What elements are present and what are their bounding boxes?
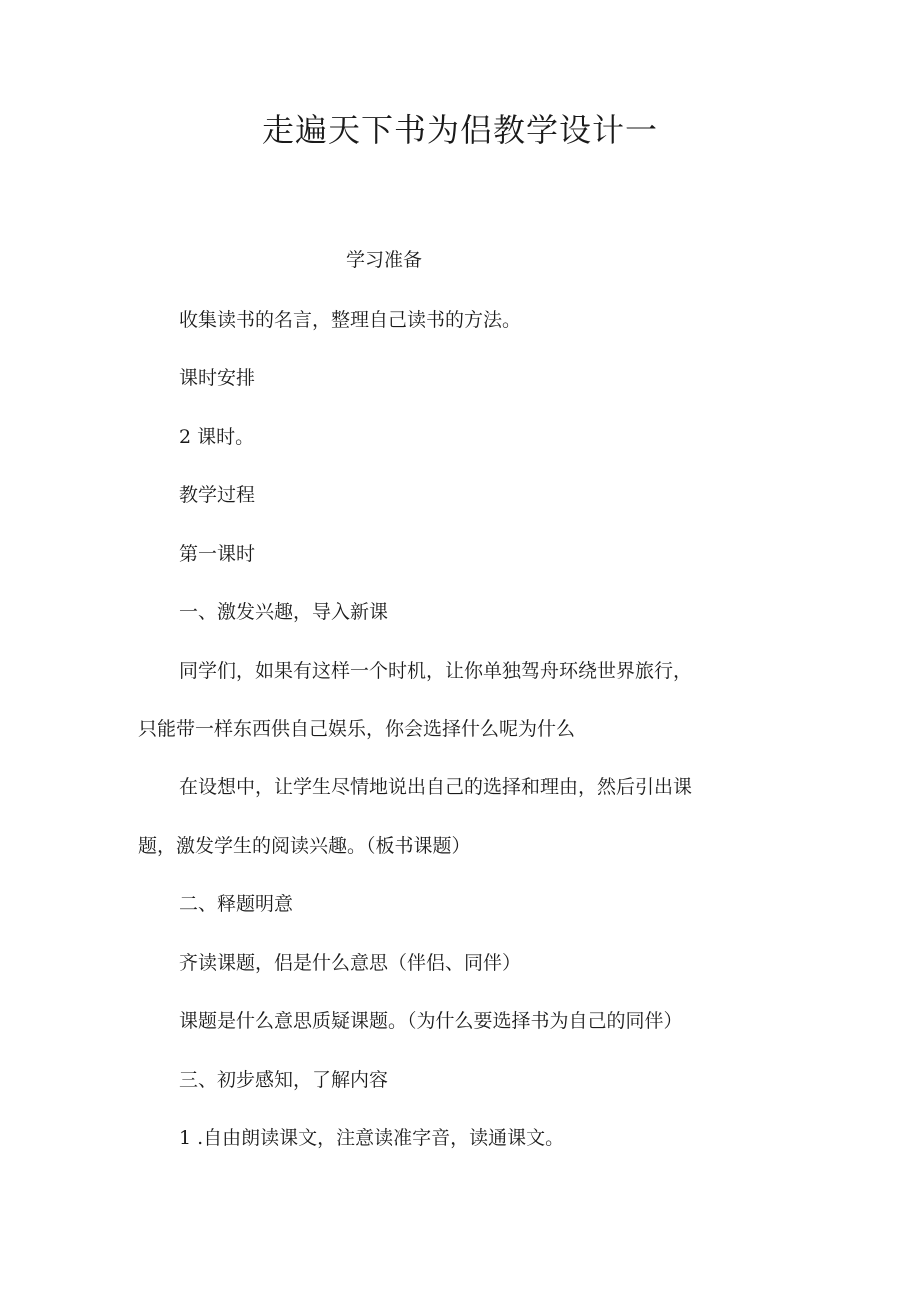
step-heading-2: 二、释题明意	[179, 893, 294, 915]
paragraph-line: 齐读课题，侣是什么意思（伴侣、同伴）	[179, 952, 522, 974]
paragraph-line: 在设想中，让学生尽情地说出自己的选择和理由，然后引出课	[179, 776, 693, 798]
paragraph-line: 只能带一样东西供自己娱乐，你会选择什么呢为什么	[138, 718, 576, 740]
section-heading-schedule: 课时安排	[179, 367, 256, 389]
paragraph-line: 课题是什么意思质疑课题。（为什么要选择书为自己的同伴）	[179, 1010, 683, 1032]
step-heading-3: 三、初步感知，了解内容	[179, 1069, 389, 1091]
section-heading-lesson-one: 第一课时	[179, 543, 256, 565]
list-item: 1 .自由朗读课文，注意读准字音，读通课文。	[179, 1127, 565, 1149]
section-heading-preparation: 学习准备	[346, 249, 423, 271]
paragraph-line: 题，激发学生的阅读兴趣。（板书课题）	[138, 835, 471, 857]
document-title: 走遍天下书为侣教学设计一	[261, 111, 658, 149]
paragraph-line: 同学们，如果有这样一个时机，让你单独驾舟环绕世界旅行，	[179, 660, 693, 682]
step-heading-1: 一、激发兴趣，导入新课	[179, 601, 389, 623]
section-heading-process: 教学过程	[179, 484, 256, 506]
paragraph-schedule: 2 课时。	[179, 426, 255, 448]
paragraph-preparation: 收集读书的名言，整理自己读书的方法。	[179, 309, 522, 331]
